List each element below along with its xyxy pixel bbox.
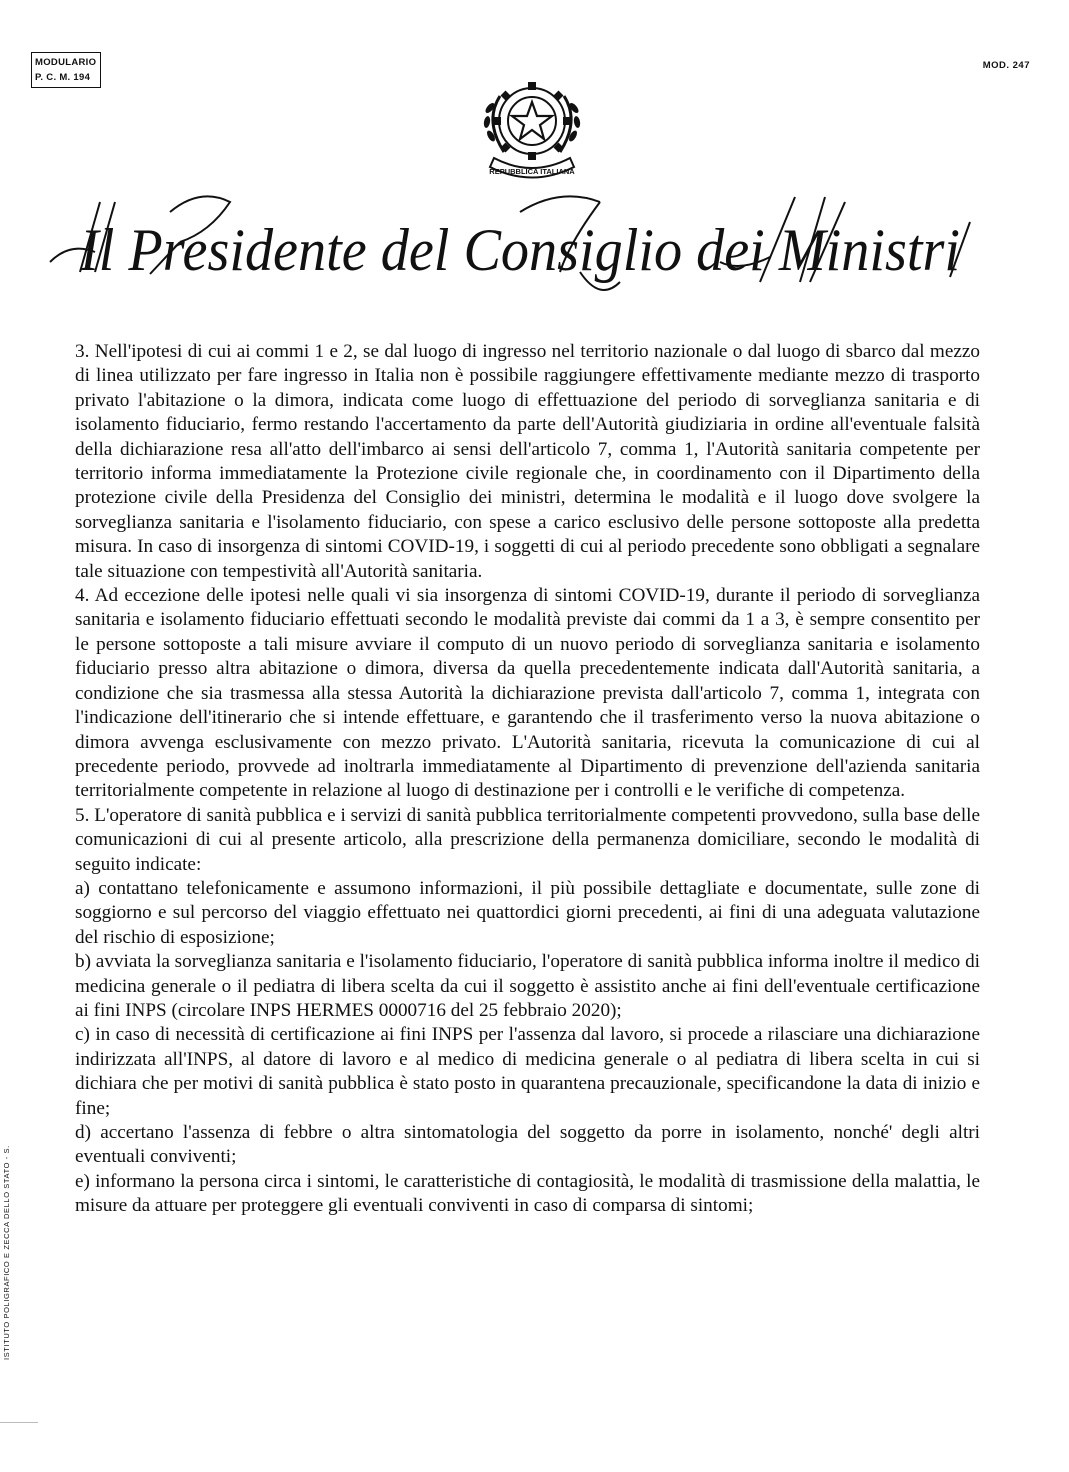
list-item-d: d) accertano l'assenza di febbre o altra sintomatologia del soggetto da porre in isolamento, nonché' degli altri eventuali conviventi; [75, 1122, 980, 1168]
list-item-c: c) in caso di necessità di certificazione ai fini INPS per l'assenza dal lavoro, si procede a rilasciare una dichiarazione indirizzata all'INPS, al datore di lavoro e al medico di medicina generale o al pediatra di libera scelta in cui si dichiara che per motivi di sanità pubblica è stato posto in quarantena precauzionale, specificandone la data di inizio e fine; [75, 1024, 980, 1119]
emblem-ribbon-text: REPUBBLICA ITALIANA [489, 167, 575, 176]
paragraph-comma-4: 4. Ad eccezione delle ipotesi nelle quali vi sia insorgenza di sintomi COVID-19, durante il periodo di sorveglianza sanitaria e isolamento fiduciario effettuati secondo le modalità previste dai commi da 1 a 3, è sempre consentito per le persone sottoposte a tali misure avviare il computo di un nuovo periodo di sorveglianza sanitaria e isolamento fiduciario presso altra abitazione o dimora, diversa da quella precedentemente indicata dall'Autorità sanitaria, a condizione che sia trasmessa alla stessa Autorità la dichiarazione prevista dall'articolo 7, comma 1, integrata con l'indicazione dell'itinerario che si intende effettuare, e garantendo che il trasferimento verso la nuova abitazione o dimora avvenga esclusivamente con mezzo privato. L'Autorità sanitaria, ricevuta la comunicazione di cui al precedente periodo, provvede ad inoltrarla immediatamente al Dipartimento di prevenzione dell'azienda sanitaria territorialmente competente in relazione al luogo di destinazione per i controlli e le verifiche di competenza. [75, 585, 980, 802]
form-code-line-1: MODULARIO [35, 57, 97, 68]
printer-side-note [0, 1100, 14, 1360]
list-item-a: a) contattano telefonicamente e assumono informazioni, il più possibile dettagliate e documentate, sulle zone di soggiorno e sul percorso del viaggio effettuato nei quattordici giorni precedenti, ai fini di una adeguata valutazione del rischio di esposizione; [75, 877, 980, 948]
printer-side-note-text: ISTITUTO POLIGRAFICO E ZECCA DELLO STATO - S. [2, 1145, 11, 1360]
document-body [75, 340, 980, 1219]
form-code-line-2: P. C. M. 194 [35, 72, 91, 83]
list-item-e: e) informano la persona circa i sintomi, le caratteristiche di contagiosità, le modalità di trasmissione della malattia, le misure da attuare per proteggere gli eventuali conviventi in caso di comparsa di sintomi; [75, 1170, 980, 1217]
model-number: MOD. 247 [982, 60, 1030, 71]
paragraph-comma-3: 3. Nell'ipotesi di cui ai commi 1 e 2, se dal luogo di ingresso nel territorio nazionale o dal luogo di sbarco dal mezzo di linea utilizzato per fare ingresso in Italia non è possibile raggiungere effettivamente mediante mezzo di trasporto privato l'abitazione o la dimora, indicata come luogo di effettuazione del periodo di sorveglianza sanitaria e di isolamento fiduciario, fermo restando l'accertamento da parte dell'Autorità giudiziaria in ordine all'eventuale falsità della dichiarazione resa all'atto dell'imbarco ai sensi dell'articolo 7, comma 1, l'Autorità sanitaria competente per territorio informa immediatamente la Protezione civile regionale che, in coordinamento con il Dipartimento della protezione civile della Presidenza del Consiglio dei ministri, determina le modalità e il luogo dove svolgere la sorveglianza sanitaria e l'isolamento fiduciario, con spese a carico esclusivo delle persone sottoposte alla predetta misura. In caso di insorgenza di sintomi COVID-19, i soggetti di cui al periodo precedente sono obbligati a segnalare tale situazione con tempestività all'Autorità sanitaria. [75, 341, 980, 582]
letterhead-title-text: Il Presidente del Consiglio dei Ministri [79, 217, 961, 283]
paragraph-comma-5: 5. L'operatore di sanità pubblica e i servizi di sanità pubblica territorialmente competenti provvedono, sulla base delle comunicazioni di cui al presente articolo, alla prescrizione della permanenza domiciliare, secondo le modalità di seguito indicate: [75, 804, 980, 875]
page-edge-mark [0, 1422, 38, 1423]
italian-republic-emblem-icon [470, 66, 595, 186]
letterhead-title [40, 182, 1010, 302]
form-code-box [31, 52, 101, 88]
list-item-b: b) avviata la sorveglianza sanitaria e l'isolamento fiduciario, l'operatore di sanità pubblica informa inoltre il medico di medicina generale o il pediatra di libera scelta da cui il soggetto è assistito anche ai fini dell'eventuale certificazione ai fini INPS (circolare INPS HERMES 0000716 del 25 febbraio 2020); [75, 951, 980, 1021]
